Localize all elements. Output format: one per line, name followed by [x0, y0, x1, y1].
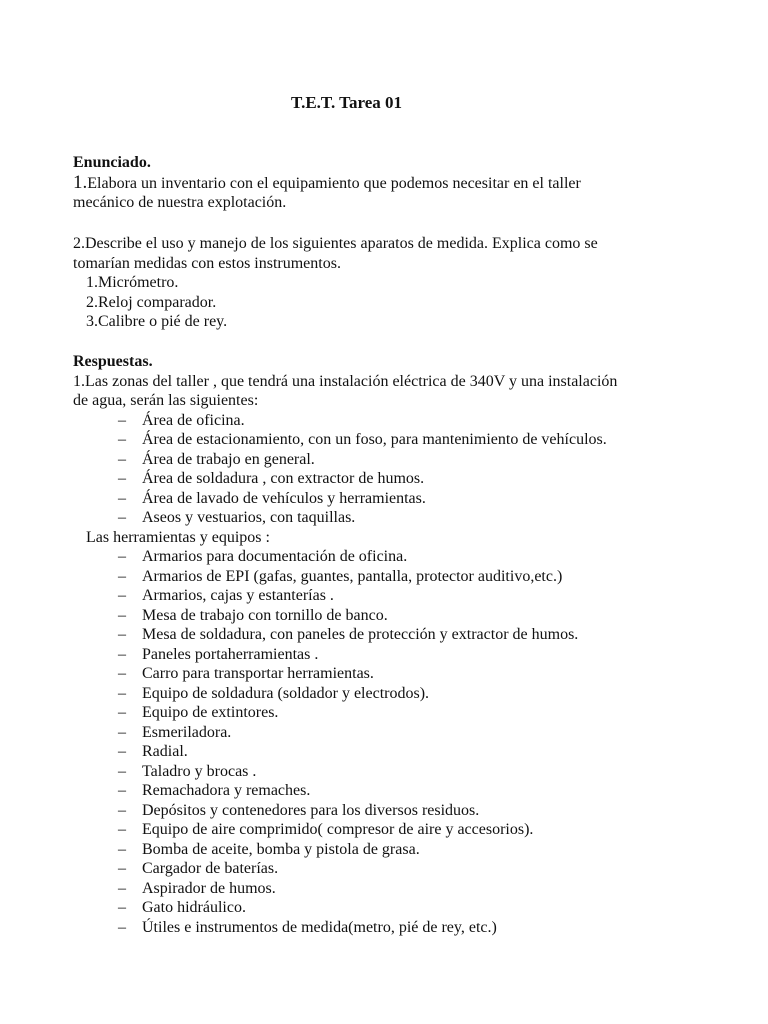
dash-bullet: –	[118, 782, 126, 799]
list-item	[73, 723, 703, 743]
list-item-text: Paneles portaherramientas .	[142, 645, 319, 663]
answer-1-line-2: de agua, serán las siguientes:	[73, 392, 259, 409]
dash-bullet: –	[118, 704, 126, 721]
list-item-text: Equipo de aire comprimido( compresor de aire y accesorios).	[142, 821, 534, 838]
list-item-text: Área de lavado de vehículos y herramientas.	[142, 489, 426, 507]
list-item	[73, 742, 703, 762]
list-item	[73, 606, 703, 626]
dash-bullet: –	[118, 431, 126, 448]
respuestas-heading: Respuestas.	[73, 353, 153, 370]
list-item	[73, 625, 703, 645]
dash-bullet: –	[118, 548, 126, 565]
dash-bullet: –	[118, 821, 126, 838]
list-item-text: Depósitos y contenedores para los diversos residuos.	[142, 801, 480, 819]
list-item-text: Equipo de extintores.	[142, 704, 279, 721]
question-2-item: 3.Calibre o pié de rey.	[86, 313, 228, 330]
enunciado-heading: Enunciado.	[73, 154, 151, 171]
dash-bullet: –	[118, 626, 126, 643]
zonas-list	[73, 411, 703, 528]
list-item-text: Área de oficina.	[142, 411, 245, 429]
question-2-line-1: 2.Describe el uso y manejo de los siguientes aparatos de medida. Explica como se	[73, 235, 598, 252]
respuestas-section	[73, 352, 703, 937]
dash-bullet: –	[118, 645, 126, 663]
list-item-text: Armarios para documentación de oficina.	[142, 548, 408, 565]
list-item	[73, 684, 703, 704]
enunciado-section	[73, 153, 703, 213]
dash-bullet: –	[118, 665, 126, 682]
dash-bullet: –	[118, 684, 126, 702]
dash-bullet: –	[118, 879, 126, 897]
list-item-text: Mesa de trabajo con tornillo de banco.	[142, 606, 388, 624]
list-item	[73, 781, 703, 801]
document-title: T.E.T. Tarea 01	[291, 93, 402, 112]
list-item	[73, 703, 703, 723]
dash-bullet: –	[118, 723, 126, 741]
list-item	[73, 645, 703, 665]
dash-bullet: –	[118, 509, 126, 526]
question-2-line-2: tomarían medidas con estos instrumentos.	[73, 254, 341, 272]
question-2-item: 2.Reloj comparador.	[86, 293, 217, 311]
list-item	[73, 547, 703, 567]
list-item-text: Remachadora y remaches.	[142, 782, 311, 799]
list-item-text: Área de trabajo en general.	[142, 450, 315, 468]
question-1-number: 1.	[73, 171, 88, 193]
question-2-section	[73, 234, 703, 332]
dash-bullet: –	[118, 762, 126, 780]
dash-bullet: –	[118, 450, 126, 468]
dash-bullet: –	[118, 606, 126, 624]
question-2-item: 1.Micrómetro.	[86, 274, 179, 291]
dash-bullet: –	[118, 470, 126, 487]
list-item-text: Carro para transportar herramientas.	[142, 665, 374, 682]
list-item	[73, 859, 703, 879]
question-1	[73, 173, 703, 194]
dash-bullet: –	[118, 899, 126, 916]
dash-bullet: –	[118, 840, 126, 858]
list-item-text: Área de estacionamiento, con un foso, para mantenimiento de vehículos.	[142, 431, 607, 448]
list-item	[73, 489, 703, 509]
list-item-text: Radial.	[142, 743, 188, 760]
list-item	[73, 664, 703, 684]
dash-bullet: –	[118, 801, 126, 819]
dash-bullet: –	[118, 567, 126, 585]
list-item	[73, 469, 703, 489]
dash-bullet: –	[118, 411, 126, 429]
list-item-text: Esmeriladora.	[142, 723, 232, 741]
list-item	[73, 430, 703, 450]
list-item	[73, 801, 703, 821]
dash-bullet: –	[118, 587, 126, 604]
list-item	[73, 820, 703, 840]
list-item	[73, 450, 703, 470]
list-item-text: Mesa de soldadura, con paneles de protección y extractor de humos.	[142, 626, 579, 643]
list-item	[73, 762, 703, 782]
list-item	[73, 567, 703, 587]
dash-bullet: –	[118, 860, 126, 877]
list-item-text: Bomba de aceite, bomba y pistola de grasa.	[142, 840, 420, 858]
list-item-text: Aspirador de humos.	[142, 879, 276, 897]
list-item	[73, 918, 703, 938]
list-item	[73, 898, 703, 918]
list-item	[73, 840, 703, 860]
herramientas-list	[73, 547, 703, 937]
herramientas-heading: Las herramientas y equipos :	[86, 528, 270, 546]
list-item-text: Armarios de EPI (gafas, guantes, pantalla, protector auditivo,etc.)	[142, 567, 563, 585]
list-item-text: Equipo de soldadura (soldador y electrodos).	[142, 684, 430, 702]
list-item	[73, 879, 703, 899]
question-1-continuation: mecánico de nuestra explotación.	[73, 194, 287, 211]
dash-bullet: –	[118, 918, 126, 936]
answer-1-line-1: 1.Las zonas del taller , que tendrá una instalación eléctrica de 340V y una instalación	[73, 372, 618, 390]
dash-bullet: –	[118, 743, 126, 760]
list-item-text: Área de soldadura , con extractor de humos.	[142, 470, 425, 487]
list-item-text: Aseos y vestuarios, con taquillas.	[142, 509, 356, 526]
list-item-text: Armarios, cajas y estanterías .	[142, 587, 334, 604]
list-item	[73, 508, 703, 528]
list-item-text: Útiles e instrumentos de medida(metro, pié de rey, etc.)	[142, 918, 497, 936]
question-1-text: Elabora un inventario con el equipamiento que podemos necesitar en el taller	[87, 174, 581, 192]
list-item	[73, 586, 703, 606]
list-item	[73, 411, 703, 431]
dash-bullet: –	[118, 489, 126, 507]
list-item-text: Gato hidráulico.	[142, 899, 246, 916]
list-item-text: Cargador de baterías.	[142, 860, 279, 877]
list-item-text: Taladro y brocas .	[142, 762, 257, 780]
